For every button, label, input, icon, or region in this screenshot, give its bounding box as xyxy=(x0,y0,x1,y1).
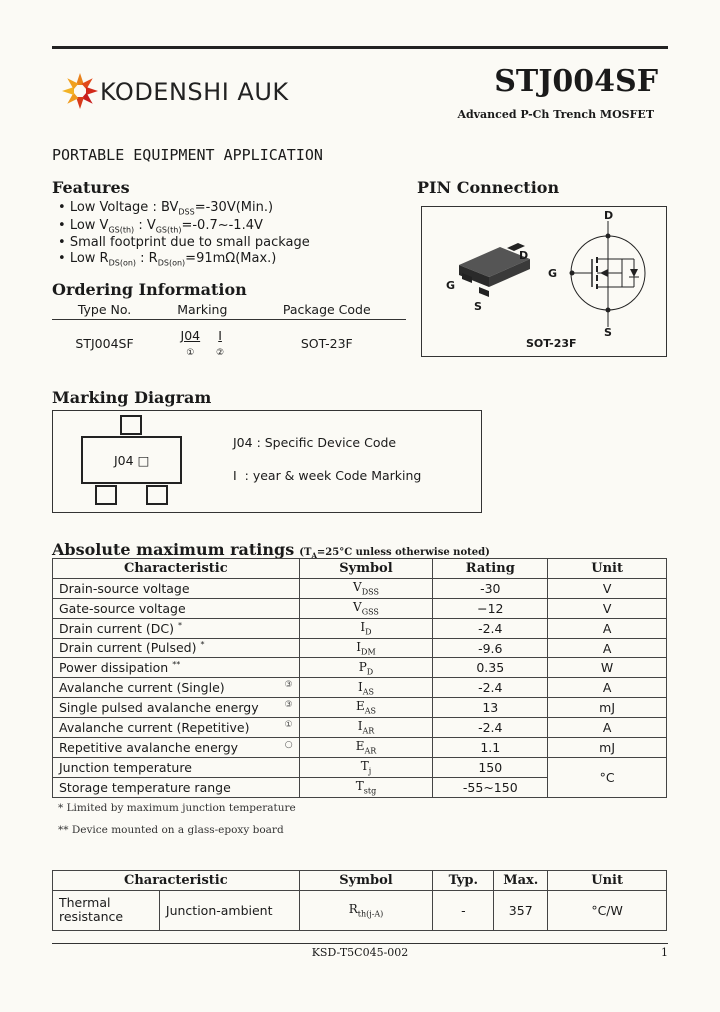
abs-row-unit: A xyxy=(548,678,667,698)
abs-max-row xyxy=(53,658,667,678)
part-number: STJ004SF xyxy=(494,64,658,99)
abs-row-characteristic: Drain-source voltage xyxy=(53,578,300,598)
thermal-header-max: Max. xyxy=(494,871,548,891)
abs-row-rating: 1.1 xyxy=(433,738,548,758)
abs-row-symbol: $I_{DM}$ xyxy=(299,638,433,658)
marking-legend-code: J04 : Specific Device Code xyxy=(233,435,397,450)
abs-row-symbol: $I_{AS}$ xyxy=(299,678,433,698)
abs-row-characteristic: Storage temperature range xyxy=(53,777,300,797)
chip-pin-left xyxy=(95,485,117,505)
abs-row-unit: V xyxy=(548,578,667,598)
abs-max-row xyxy=(53,738,667,758)
ordering-header-package: Package Code xyxy=(248,302,406,320)
header-rule xyxy=(52,46,668,49)
abs-row-symbol: $I_{AR}$ xyxy=(299,718,433,738)
abs-row-unit: A xyxy=(548,638,667,658)
abs-max-row xyxy=(53,757,667,777)
abs-row-characteristic: Drain current (Pulsed) * xyxy=(53,638,300,658)
abs-row-characteristic: Avalanche current (Repetitive) ① xyxy=(53,718,300,738)
ordering-heading: Ordering Information xyxy=(52,280,247,299)
abs-row-characteristic: Drain current (DC) * xyxy=(53,618,300,638)
note-1: * Limited by maximum junction temperature xyxy=(58,802,296,814)
abs-row-rating: 0.35 xyxy=(433,658,548,678)
page-number: 1 xyxy=(661,946,668,959)
ordering-table xyxy=(52,302,406,358)
abs-row-symbol: $P_D$ xyxy=(299,658,433,678)
symbol-gate-label: G xyxy=(548,267,558,280)
thermal-header-characteristic: Characteristic xyxy=(53,871,300,891)
thermal-max: 357 xyxy=(494,890,548,930)
marking-legend-date: I : year & week Code Marking xyxy=(233,468,422,483)
chip-marking-text: J04 □ xyxy=(114,453,150,468)
thermal-condition: Junction-ambient xyxy=(159,890,299,930)
abs-row-rating: -9.6 xyxy=(433,638,548,658)
abs-row-rating: -30 xyxy=(433,578,548,598)
feature-item: • Small footprint due to small package xyxy=(58,235,310,250)
symbol-drain-label: D xyxy=(604,209,614,222)
abs-row-characteristic: Power dissipation ** xyxy=(53,658,300,678)
application-title: PORTABLE EQUIPMENT APPLICATION xyxy=(52,146,323,164)
chip-body xyxy=(81,436,182,484)
thermal-unit: °C/W xyxy=(548,890,667,930)
doc-code: KSD-T5C045-002 xyxy=(311,946,409,959)
abs-max-row xyxy=(53,678,667,698)
thermal-header-typ: Typ. xyxy=(433,871,494,891)
footer-rule xyxy=(52,943,668,944)
abs-max-row xyxy=(53,718,667,738)
abs-row-unit: mJ xyxy=(548,698,667,718)
abs-row-rating: 150 xyxy=(433,757,548,777)
kodenshi-logo-icon xyxy=(60,70,100,112)
feature-item: • Low Voltage : $BV_{DSS}=-30V(Min.)$ xyxy=(58,200,274,217)
thermal-typ: - xyxy=(433,890,494,930)
thermal-table xyxy=(52,870,667,931)
abs-header-rating: Rating xyxy=(433,559,548,579)
marking-diagram-heading: Marking Diagram xyxy=(52,388,212,407)
marking-diagram-box xyxy=(52,410,482,513)
abs-row-characteristic: Repetitive avalanche energy ○ xyxy=(53,738,300,758)
abs-row-unit: W xyxy=(548,658,667,678)
thermal-header-symbol: Symbol xyxy=(299,871,433,891)
feature-item: • Low $V_{GS(th)}$ : $V_{GS(th)}=-0.7\sim-1.4V$ xyxy=(58,218,263,235)
brand-name: KODENSHI AUK xyxy=(100,78,289,106)
abs-row-unit: mJ xyxy=(548,738,667,758)
package-gate-label: G xyxy=(446,279,456,292)
features-heading: Features xyxy=(52,178,130,197)
note-2: ** Device mounted on a glass-epoxy board xyxy=(58,824,284,836)
abs-row-rating: -2.4 xyxy=(433,718,548,738)
ordering-marking: J04 ① I ② xyxy=(180,328,225,358)
abs-row-symbol: $V_{DSS}$ xyxy=(299,578,433,598)
package-name: SOT-23F xyxy=(526,337,577,350)
abs-row-unit: A xyxy=(548,618,667,638)
abs-row-characteristic: Avalanche current (Single) ③ xyxy=(53,678,300,698)
abs-row-characteristic: Junction temperature xyxy=(53,757,300,777)
symbol-source-label: S xyxy=(604,326,612,339)
abs-row-unit: °C xyxy=(548,757,667,797)
ordering-package: SOT-23F xyxy=(300,335,353,351)
abs-header-characteristic: Characteristic xyxy=(53,559,300,579)
abs-max-table xyxy=(52,558,667,798)
ordering-header-type: Type No. xyxy=(52,302,157,320)
abs-row-characteristic: Gate-source voltage xyxy=(53,598,300,618)
abs-row-rating: -2.4 xyxy=(433,678,548,698)
abs-max-row xyxy=(53,698,667,718)
abs-row-symbol: $E_{AS}$ xyxy=(299,698,433,718)
pin-connection-heading: PIN Connection xyxy=(417,178,560,197)
feature-item: • Low $R_{DS(on)}$ : $R_{DS(on)}=91m\Omega(Max.)$ xyxy=(58,251,277,268)
abs-row-unit: V xyxy=(548,598,667,618)
abs-max-row xyxy=(53,598,667,618)
abs-row-rating: 13 xyxy=(433,698,548,718)
abs-row-rating: -2.4 xyxy=(433,618,548,638)
sot23f-package-icon xyxy=(422,207,666,355)
abs-row-unit: A xyxy=(548,718,667,738)
package-source-label: S xyxy=(474,300,482,313)
ordering-type: STJ004SF xyxy=(75,335,134,351)
abs-max-row xyxy=(53,618,667,638)
package-drain-label: D xyxy=(519,249,529,262)
abs-max-heading: Absolute maximum ratings ($T_A=25^\circ C$ unless otherwise noted) xyxy=(52,540,490,560)
abs-header-symbol: Symbol xyxy=(299,559,433,579)
chip-pin-right xyxy=(146,485,168,505)
abs-row-characteristic: Single pulsed avalanche energy ③ xyxy=(53,698,300,718)
abs-header-unit: Unit xyxy=(548,559,667,579)
thermal-header-unit: Unit xyxy=(548,871,667,891)
chip-pin-top xyxy=(120,415,142,435)
abs-row-rating: −12 xyxy=(433,598,548,618)
abs-row-symbol: $T_{stg}$ xyxy=(299,777,433,797)
thermal-symbol: $R_{th(j-A)}$ xyxy=(299,890,433,930)
part-subtitle: Advanced P-Ch Trench MOSFET xyxy=(457,108,654,121)
abs-row-symbol: $V_{GSS}$ xyxy=(299,598,433,618)
pin-connection-box xyxy=(421,206,667,357)
abs-row-rating: -55~150 xyxy=(433,777,548,797)
abs-row-symbol: $E_{AR}$ xyxy=(299,738,433,758)
abs-max-row xyxy=(53,638,667,658)
abs-row-symbol: $T_j$ xyxy=(299,757,433,777)
abs-max-row xyxy=(53,578,667,598)
ordering-header-marking: Marking xyxy=(157,302,247,320)
abs-row-symbol: $I_D$ xyxy=(299,618,433,638)
thermal-name: Thermal resistance xyxy=(53,890,160,930)
